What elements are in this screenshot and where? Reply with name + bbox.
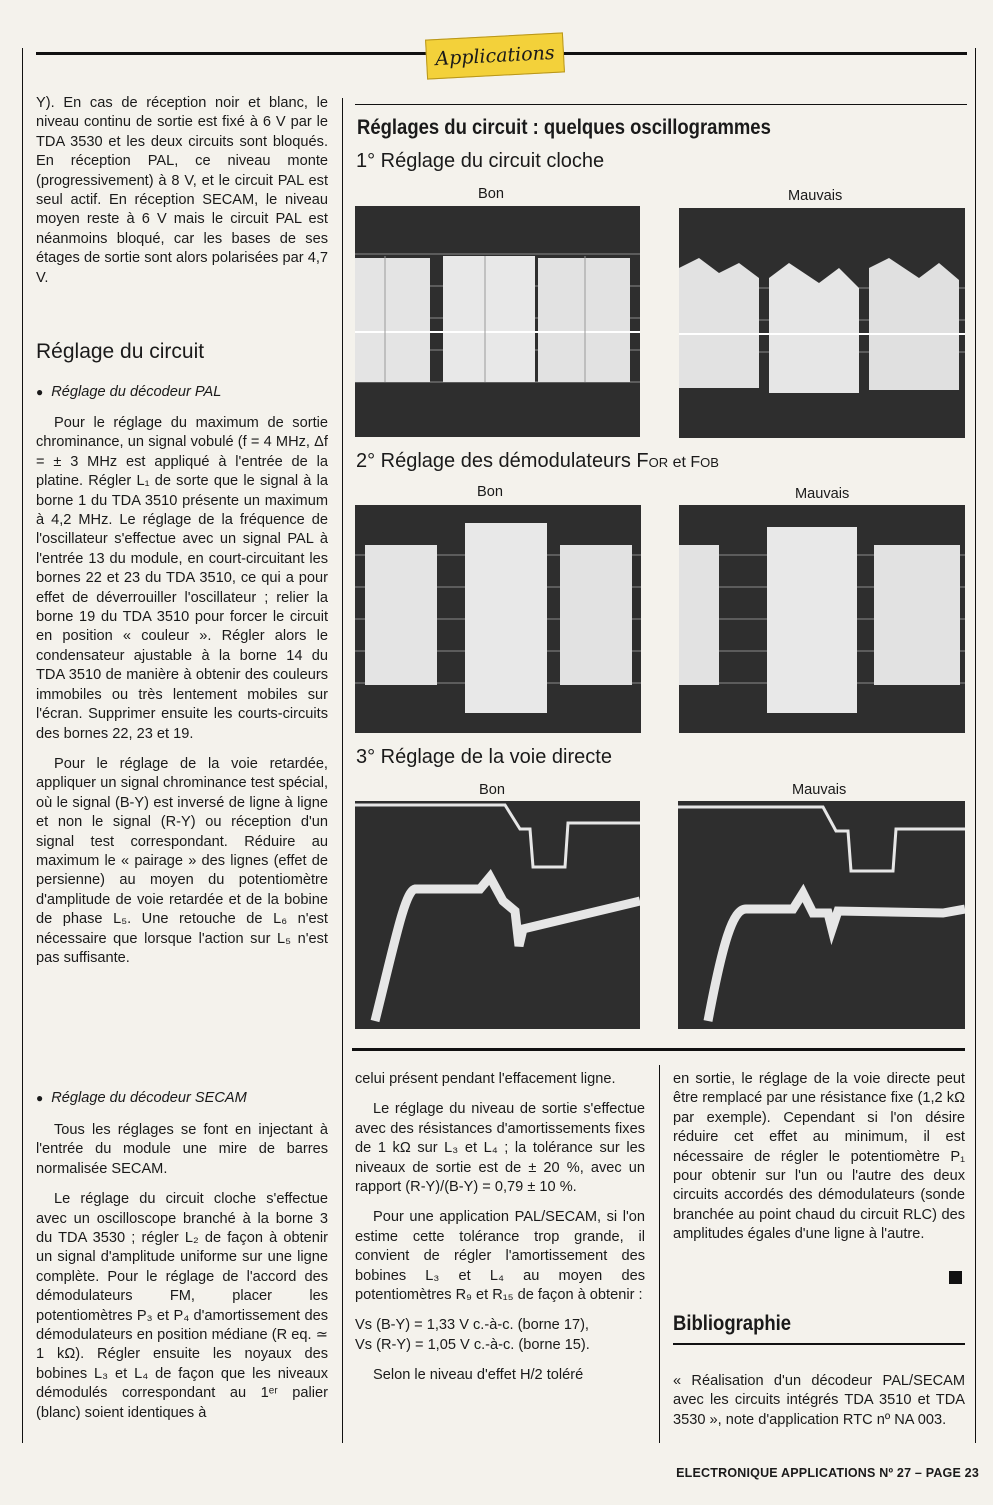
bullet-pal-label: Réglage du décodeur PAL xyxy=(51,384,222,400)
paragraph-right-1: en sortie, le réglage de la voie directe peut être remplacé par une résistance fixe (1,2 kΩ par exemple). Cependant si l'on désire réduire cet effet au minimum, il est nécessaire de régler le potentiomètre P₁ pour obtenir sur l'un ou l'autre des deux circuits accordés des démodulateurs (sonde branchée au point chaud du circuit RLC) des amplitudes égales d'une ligne à l'autre. xyxy=(673,1071,965,1243)
subtitle-2-sub1: OR xyxy=(648,455,669,470)
oscillogram-demod-bon xyxy=(355,505,641,733)
caption-bon-2: Bon xyxy=(477,484,503,500)
scope-svg xyxy=(355,505,641,733)
right-margin-rule xyxy=(975,48,976,1443)
paragraph-mid-3: Pour une application PAL/SECAM, si l'on estime cette tolérance trop grande, il convient de régler l'amortissement des bobines L₃ et L₄ au moyen des potentiomètres R₉ et R₁₅ de façon à obtenir : xyxy=(355,1209,645,1304)
top-rule-left xyxy=(36,52,426,55)
subtitle-2-sub2: OB xyxy=(700,455,719,470)
left-column-secam xyxy=(36,1121,328,1434)
formula-vs-ry: Vs (R-Y) = 1,05 V c.-à-c. (borne 15). xyxy=(355,1336,590,1353)
section-heading-reglage: Réglage du circuit xyxy=(36,340,205,363)
subtitle-2-mid: et F xyxy=(668,454,701,471)
scope-svg xyxy=(678,801,965,1029)
bibliography-rule xyxy=(673,1343,965,1345)
oscillogram-cloche-mauvais xyxy=(679,208,965,438)
scope-svg xyxy=(679,505,965,733)
column-divider-left xyxy=(342,98,343,1443)
bibliography-text-block xyxy=(673,1372,965,1441)
oscillogram-voie-bon xyxy=(355,801,640,1029)
bullet-secam xyxy=(36,1090,247,1106)
bullet-pal xyxy=(36,384,221,400)
caption-mauvais-3: Mauvais xyxy=(792,782,847,798)
paragraph-secam-2: Le réglage du circuit cloche s'effectue avec un oscilloscope branché à la borne 3 du TDA 3530 ; régler L₂ de façon à obtenir un signal d'amplitude uniforme sur une ligne complète. Pour le réglage de l'accord des démodulateurs FM, placer les potentiomètres P₃ et P₄ d'amortissement des démodulateurs en position médiane (R eq. ≃ 1 kΩ). Régler ensuite les noyaux des bobines L₃ et L₄ de façon que les niveaux démodulés correspondant au 1ᵉʳ palier (blanc) soient identiques à xyxy=(36,1191,328,1421)
left-margin-rule xyxy=(22,48,23,1443)
figure-bottom-rule xyxy=(352,1048,965,1051)
applications-badge: Applications xyxy=(425,32,565,79)
figure-subtitle-1: 1° Réglage du circuit cloche xyxy=(356,150,605,172)
left-column-pal xyxy=(36,414,328,979)
subtitle-2-text: 2° Réglage des démodulateurs F xyxy=(356,450,649,472)
caption-bon-1: Bon xyxy=(478,186,504,202)
top-rule-right xyxy=(562,52,967,55)
page-footer: ELECTRONIQUE APPLICATIONS Nº 27 – PAGE 23 xyxy=(676,1466,979,1480)
column-divider-right xyxy=(659,1065,660,1443)
oscillogram-cloche-bon xyxy=(355,206,640,437)
caption-mauvais-1: Mauvais xyxy=(788,188,843,204)
figure-title: Réglages du circuit : quelques oscillogrammes xyxy=(357,116,771,139)
paragraph-pal-1: Pour le réglage du maximum de sortie chrominance, un signal vobulé (f = 4 MHz, Δf = ± 3 MHz est appliqué à l'entrée de la platine. Régler L₁ de sorte que le signal à la borne 1 du TDA 3510 présente un maximum à 4,2 MHz. Le réglage de la fréquence de l'oscillateur s'effectue avec un signal PAL à l'entrée 13 du module, en court-circuitant les bornes 22 et 23 du TDA 3510, ce qui a pour effet de déverrouiller l'oscillateur ; relier la borne 19 du TDA 3510 pour forcer le circuit en position « couleur ». Régler alors le condensateur ajustable à la borne 14 du TDA 3510 de manière à obtenir des couleurs immobiles ou très lentement mobiles sur l'écran. Supprimer ensuite les courts-circuits des bornes 22, 23 et 19. xyxy=(36,415,328,742)
oscillogram-voie-mauvais xyxy=(678,801,965,1029)
formula-vs-by: Vs (B-Y) = 1,33 V c.-à-c. (borne 17), xyxy=(355,1317,589,1334)
bullet-icon: ● xyxy=(36,1091,44,1105)
right-column xyxy=(673,1070,965,1256)
scope-svg xyxy=(679,208,965,438)
caption-mauvais-2: Mauvais xyxy=(795,486,850,502)
paragraph-intro: Y). En cas de réception noir et blanc, le niveau continu de sortie est fixé à 6 V par le TDA 3530 et les deux circuits sont bloqués. En réception PAL, ce niveau monte (progressivement) à 8 V, et le circuit PAL est seul actif. En réception SECAM, le niveau moyen reste à 6 V mais le circuit PAL est néanmoins bloqué, car les bases de ses étages de sortie sont alors polarisées par 4,7 V. xyxy=(36,95,328,286)
figure-subtitle-3: 3° Réglage de la voie directe xyxy=(356,746,612,768)
end-of-article-mark xyxy=(949,1271,962,1284)
paragraph-pal-2: Pour le réglage de la voie retardée, appliquer un signal chrominance test spécial, où le signal (B-Y) est inversé de ligne à ligne et non le signal (R-Y) ou réception d'un signal test correspondant. Réduire au maximum le « pairage » des lignes (effet de persienne) au moyen du potentiomètre d'amplitude de voie retardée et de la bobine de phase L₅. Une retouche de L₆ n'est nécessaire que lorsque l'action sur L₅ n'est pas suffisante. xyxy=(36,755,328,966)
bibliography-heading: Bibliographie xyxy=(673,1312,792,1335)
left-column xyxy=(36,94,328,299)
scope-svg xyxy=(355,801,640,1029)
paragraph-mid-4: Selon le niveau d'effet H/2 toléré xyxy=(373,1367,584,1384)
paragraph-mid-2: Le réglage du niveau de sortie s'effectue avec des résistances d'amortissements fixes de 1 kΩ sur L₃ et L₄ ; la tolérance sur les niveaux de sortie est de ± 20 %, avec un rapport (R-Y)/(B-Y) = 0,79 ± 10 %. xyxy=(355,1101,645,1196)
middle-column xyxy=(355,1070,645,1397)
paragraph-mid-1: celui présent pendant l'effacement ligne. xyxy=(355,1071,616,1087)
scope-svg xyxy=(355,206,640,437)
oscillogram-demod-mauvais xyxy=(679,505,965,733)
caption-bon-3: Bon xyxy=(479,782,505,798)
figure-top-rule xyxy=(355,104,967,105)
bullet-icon: ● xyxy=(36,385,44,399)
figure-subtitle-2 xyxy=(356,450,719,473)
bibliography-text: « Réalisation d'un décodeur PAL/SECAM avec les circuits intégrés TDA 3510 et TDA 3530 », note d'application RTC nº NA 003. xyxy=(673,1373,965,1428)
bullet-secam-label: Réglage du décodeur SECAM xyxy=(51,1090,247,1106)
paragraph-secam-1: Tous les réglages se font en injectant à l'entrée du module une mire de barres normalisée SECAM. xyxy=(36,1122,328,1177)
